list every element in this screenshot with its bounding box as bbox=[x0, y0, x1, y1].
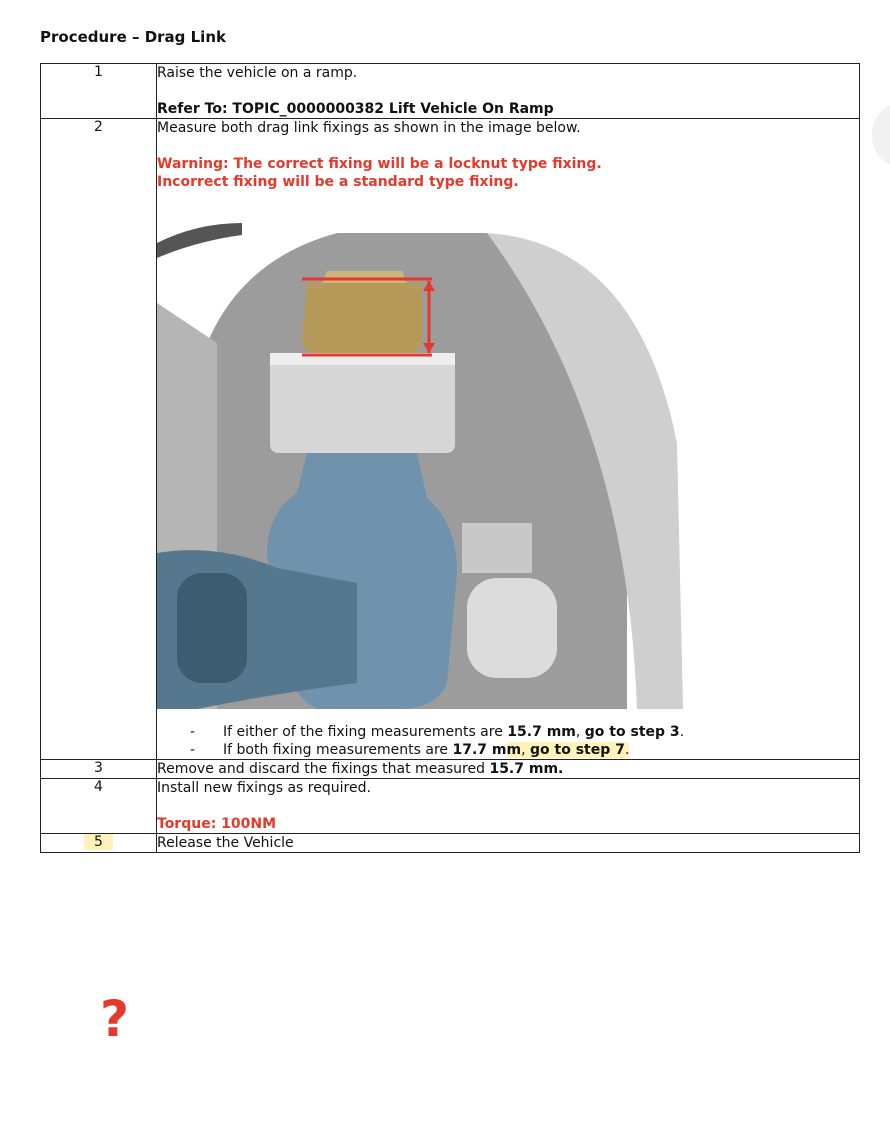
step-text: Measure both drag link fixings as shown in the image below. bbox=[157, 120, 581, 136]
question-mark-icon: ? bbox=[100, 990, 130, 1048]
table-row bbox=[41, 64, 860, 119]
step-body bbox=[157, 779, 860, 834]
step-number: 4 bbox=[41, 779, 157, 834]
procedure-table bbox=[40, 63, 860, 853]
table-row bbox=[41, 760, 860, 779]
table-row bbox=[41, 119, 860, 760]
table-row bbox=[41, 779, 860, 834]
step-number: 3 bbox=[41, 760, 157, 779]
warning-text: Warning: The correct fixing will be a locknut type fixing. bbox=[157, 156, 602, 172]
step-body bbox=[157, 64, 860, 119]
reference-link[interactable]: Refer To: TOPIC_0000000382 Lift Vehicle On Ramp bbox=[157, 101, 554, 117]
step-body: Remove and discard the fixings that measured 15.7 mm. bbox=[157, 760, 860, 779]
page-edge-shadow bbox=[872, 105, 890, 165]
step-body: Release the Vehicle bbox=[157, 834, 860, 853]
step-number bbox=[41, 834, 157, 853]
measurement-bullets bbox=[157, 723, 859, 759]
step-number: 1 bbox=[41, 64, 157, 119]
highlighted-text: m, go to step 7. bbox=[506, 742, 630, 758]
step-body bbox=[157, 119, 860, 760]
warning-text: Incorrect fixing will be a standard type fixing. bbox=[157, 174, 519, 190]
drag-link-fixing-image bbox=[157, 223, 683, 709]
page-title: Procedure – Drag Link bbox=[40, 28, 226, 46]
step-text: Install new fixings as required. bbox=[157, 780, 371, 796]
step-number: 2 bbox=[41, 119, 157, 760]
step-text: Raise the vehicle on a ramp. bbox=[157, 65, 358, 81]
list-item: - If both fixing measurements are 17.7 mm, go to step 7. bbox=[157, 741, 859, 759]
torque-spec: Torque: 100NM bbox=[157, 816, 277, 832]
highlighted-step-number: 5 bbox=[84, 834, 113, 850]
list-item: - If either of the fixing measurements are 15.7 mm, go to step 3. bbox=[157, 723, 859, 741]
table-row bbox=[41, 834, 860, 853]
